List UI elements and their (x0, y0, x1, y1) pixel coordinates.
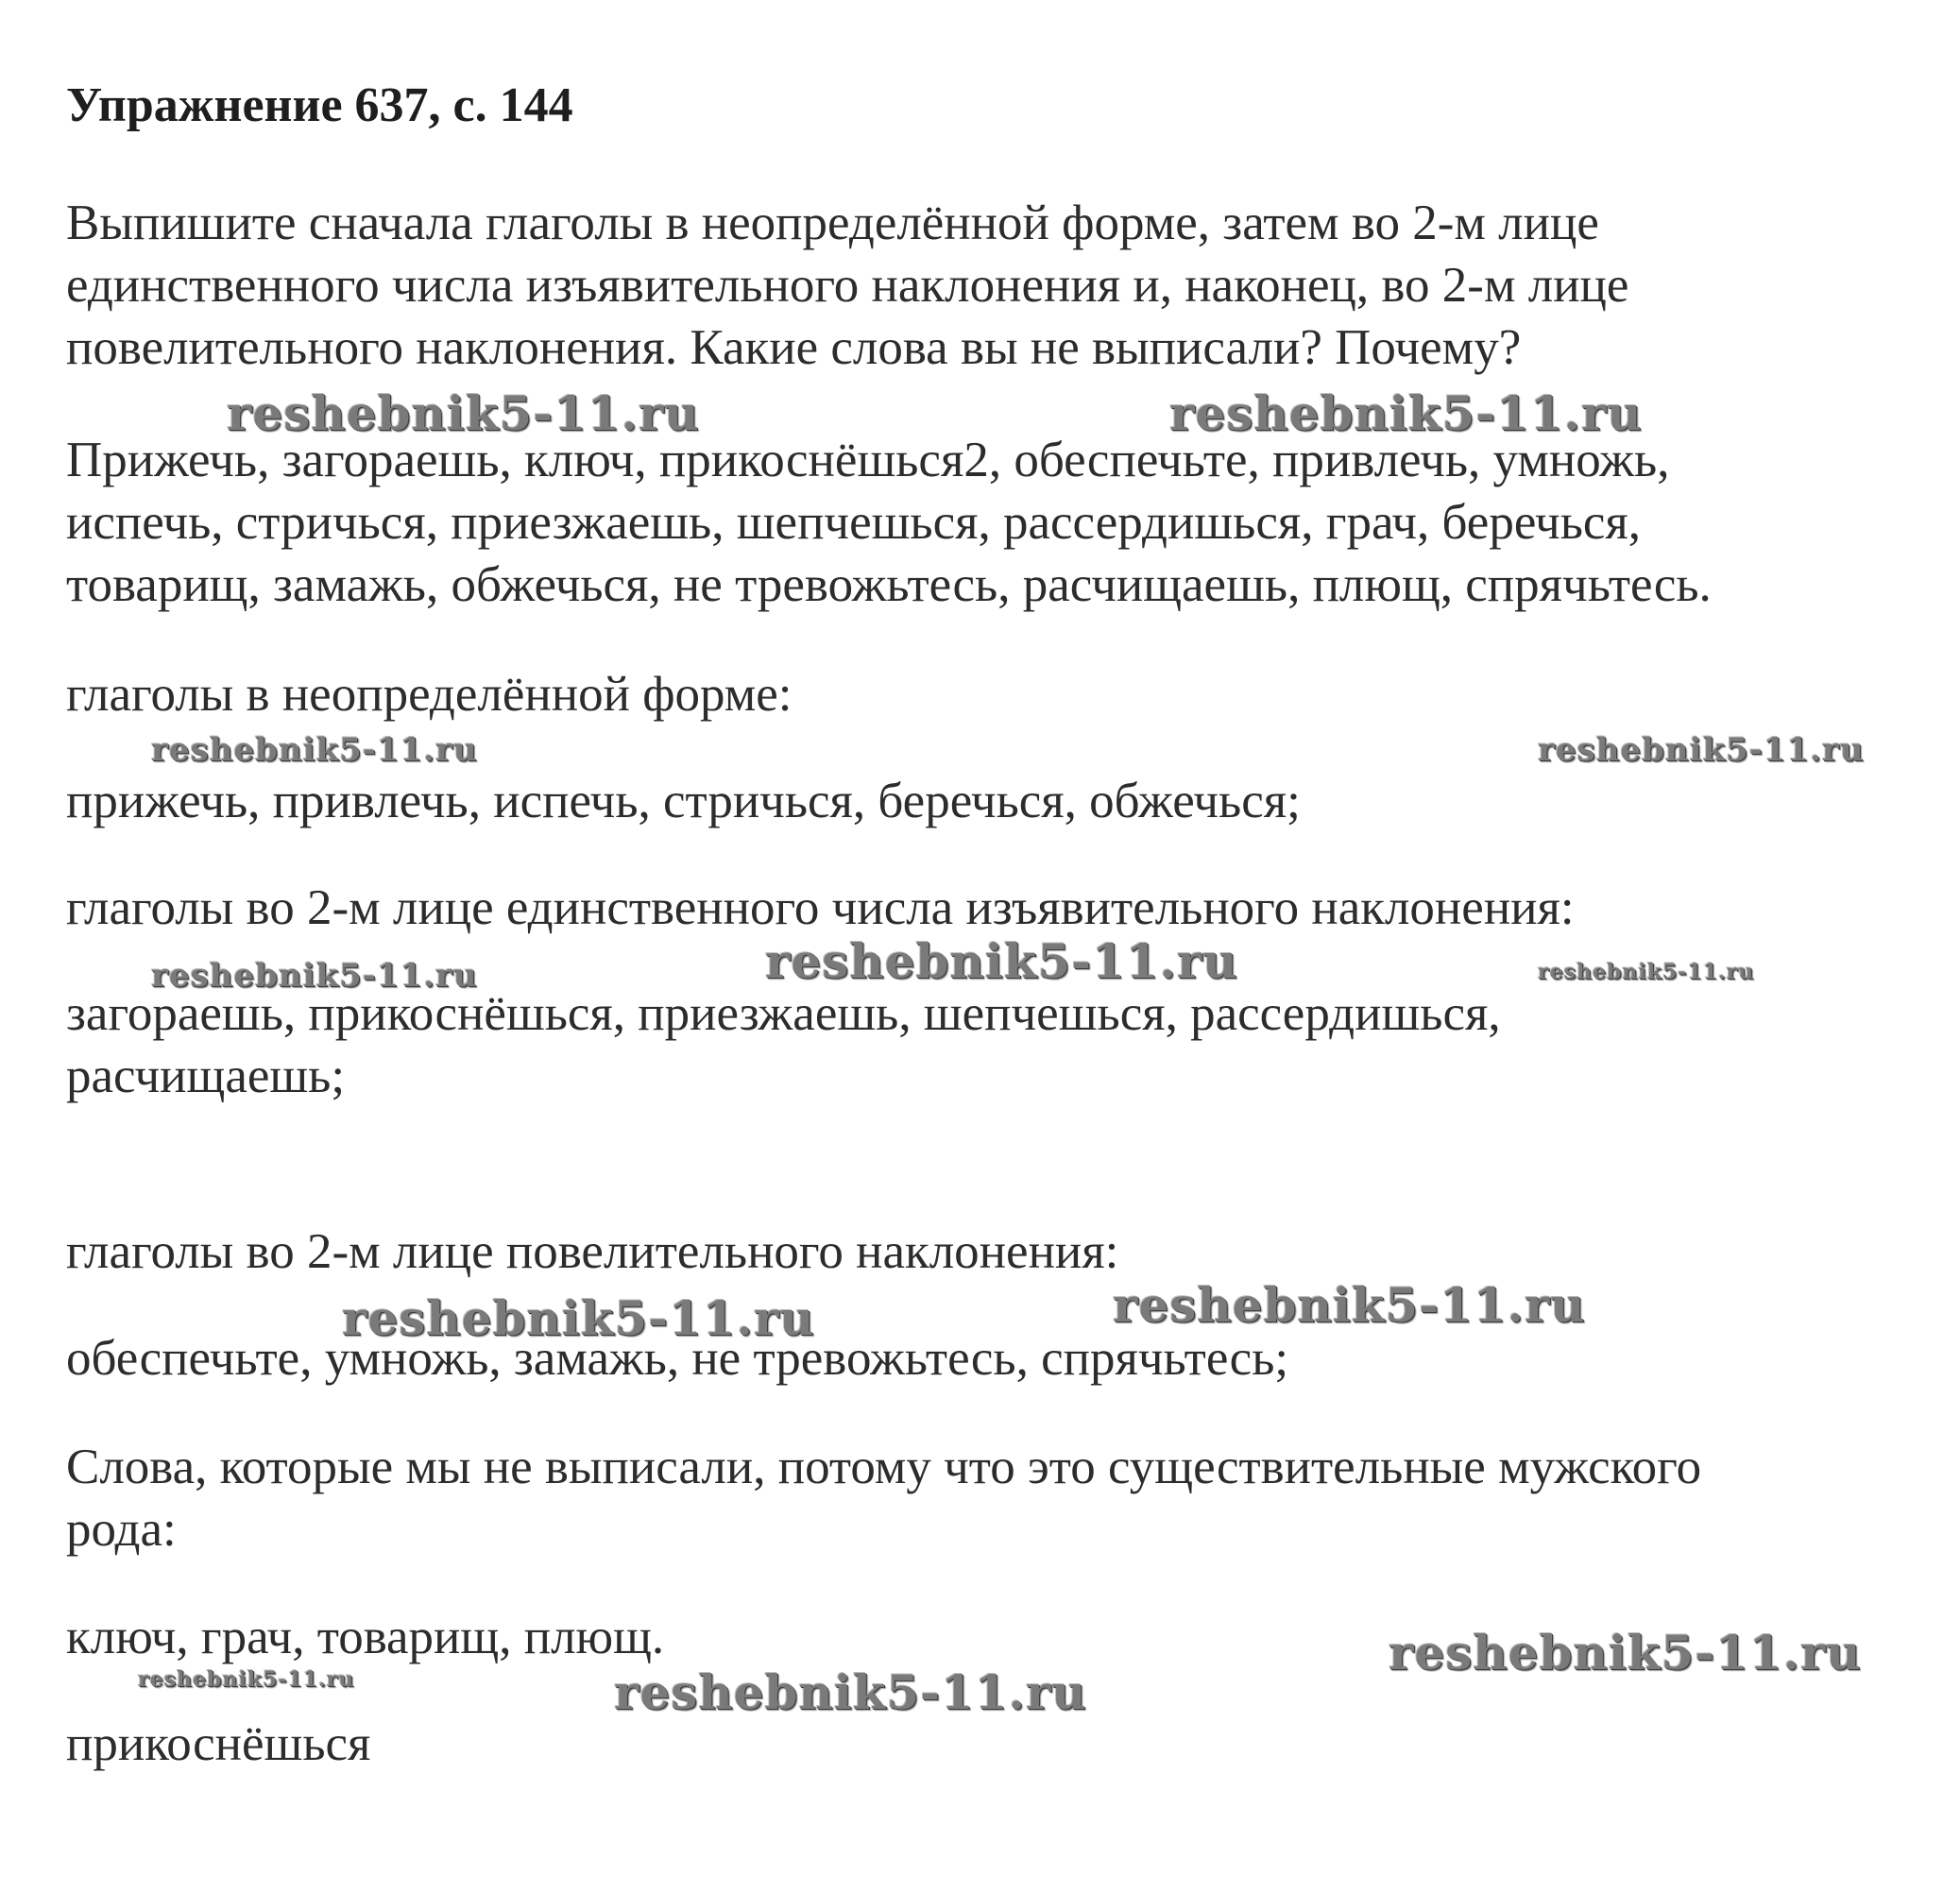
watermark: reshebnik5-11.ru (1169, 385, 1643, 441)
indicative-list-2: расчищаешь; (66, 1049, 346, 1103)
words-line-3: товарищ, замажь, обжечься, не тревожьтесь, расчищаешь, плющ, спрячьтесь. (66, 557, 1712, 612)
words-line-2: испечь, стричься, приезжаешь, шепчешься, рассердишься, грач, беречься, (66, 495, 1642, 550)
watermark: reshebnik5-11.ru (765, 933, 1238, 989)
task-line-3: повелительного наклонения. Какие слова вы не выписали? Почему? (66, 320, 1522, 375)
watermark: reshebnik5-11.ru (227, 385, 700, 441)
page-title: Упражнение 637, с. 144 (66, 78, 573, 132)
watermark: reshebnik5-11.ru (1538, 731, 1865, 769)
imperative-list: обеспечьте, умножь, замажь, не тревожьтесь, спрячьтесь; (66, 1331, 1289, 1386)
infinitive-list: прижечь, привлечь, испечь, стричься, беречься, обжечься; (66, 774, 1301, 828)
watermark: reshebnik5-11.ru (1113, 1277, 1586, 1333)
indicative-list-1: загораешь, прикоснёшься, приезжаешь, шепчешься, рассердишься, (66, 986, 1501, 1041)
extra-word: прикоснёшься (66, 1716, 371, 1771)
infinitive-heading: глаголы в неопределённой форме: (66, 667, 793, 722)
indicative-heading: глаголы во 2-м лице единственного числа изъявительного наклонения: (66, 880, 1575, 935)
watermark: reshebnik5-11.ru (1389, 1625, 1862, 1680)
imperative-heading: глаголы во 2-м лице повелительного наклонения: (66, 1224, 1119, 1279)
watermark: reshebnik5-11.ru (614, 1664, 1087, 1720)
not-written-line-1: Слова, которые мы не выписали, потому что это существительные мужского (66, 1440, 1702, 1494)
not-written-list: ключ, грач, товарищ, плющ. (66, 1610, 665, 1664)
watermark: reshebnik5-11.ru (151, 957, 478, 995)
watermark: reshebnik5-11.ru (138, 1667, 355, 1692)
watermark: reshebnik5-11.ru (342, 1290, 815, 1346)
watermark: reshebnik5-11.ru (1538, 960, 1755, 984)
not-written-line-2: рода: (66, 1502, 177, 1557)
words-line-1: Прижечь, загораешь, ключ, прикоснёшься2, обеспечьте, привлечь, умножь, (66, 433, 1670, 487)
task-line-2: единственного числа изъявительного наклонения и, наконец, во 2-м лице (66, 258, 1629, 313)
task-line-1: Выпишите сначала глаголы в неопределённой форме, затем во 2-м лице (66, 196, 1599, 250)
watermark: reshebnik5-11.ru (151, 731, 478, 769)
